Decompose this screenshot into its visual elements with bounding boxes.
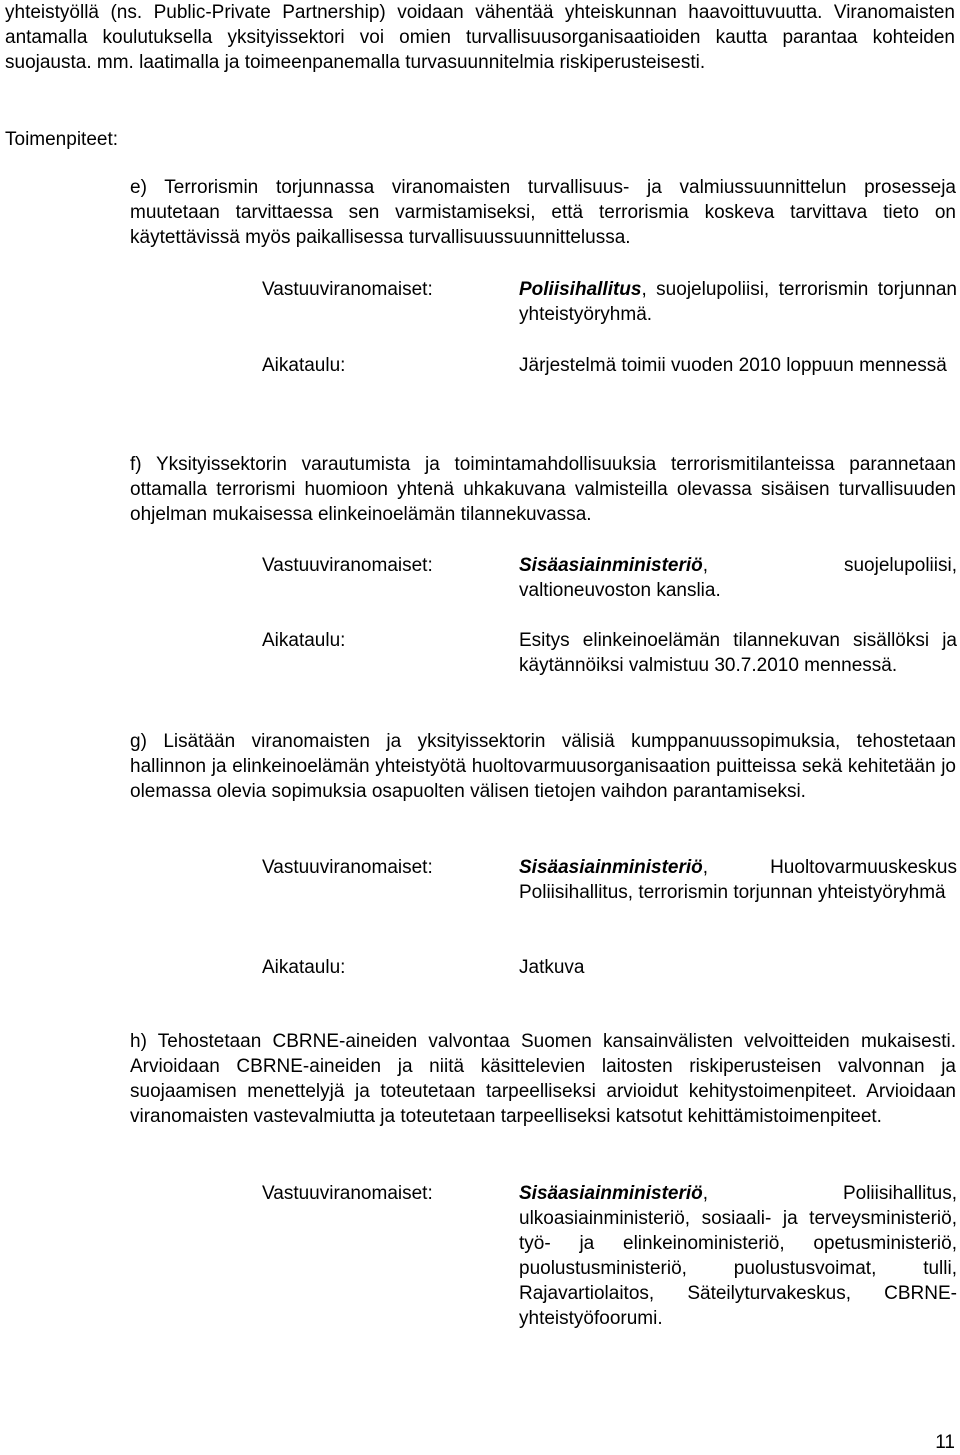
measure-f-text: f) Yksityissektorin varautumista ja toimintamahdollisuuksia terrorismitilanteissa parannetaan ottamalla terrorismi huomioon yhtenä uhkakuvana valmisteilla olevassa sisäisen turvallisuuden ohjelman mukaisessa elinkeinoelämän tilannekuvassa. <box>130 454 956 525</box>
page-number: 11 <box>935 1432 955 1453</box>
measure-h-responsible-value <box>519 1181 957 1331</box>
measure-e-responsible-rest: , suojelupoliisi, terrorismin torjunnan yhteistyöryhmä. <box>519 279 957 325</box>
section-heading: Toimenpiteet: <box>5 129 119 150</box>
measure-h-responsible-lead: Sisäasiainministeriö <box>519 1183 703 1204</box>
measure-f-responsible-rest: , suojelupoliisi, valtioneuvoston kanslia. <box>519 555 957 601</box>
measure-f-responsible-value <box>519 553 957 603</box>
measure-g-responsible-rest: , Huoltovarmuuskeskus Poliisihallitus, terrorismin torjunnan yhteistyöryhmä <box>519 857 957 903</box>
measure-f-schedule-value: Esitys elinkeinoelämän tilannekuvan sisällöksi ja käytännöiksi valmistuu 30.7.2010 mennessä. <box>519 630 957 676</box>
measure-f-schedule-label: Aikataulu: <box>262 630 346 651</box>
measure-h-responsible-rest: , Poliisihallitus, ulkoasiainministeriö, sosiaali- ja terveysministeriö, työ- ja elinkeinoministeriö, opetusministeriö, puolustusministeriö, puolustusvoimat, tulli, Rajavartiolaitos, Säteilyturvakeskus, CBRNE-yhteistyöfoorumi. <box>519 1183 957 1329</box>
measure-g-responsible-lead: Sisäasiainministeriö <box>519 857 703 878</box>
measure-h-responsible-label: Vastuuviranomaiset: <box>262 1183 433 1204</box>
measure-e-responsible-label: Vastuuviranomaiset: <box>262 279 433 300</box>
measure-f-responsible-label: Vastuuviranomaiset: <box>262 555 433 576</box>
measure-g-text: g) Lisätään viranomaisten ja yksityissektorin välisiä kumppanuussopimuksia, tehostetaan hallinnon ja elinkeinoelämän yhteistyötä huoltovarmuusorganisaation puitteissa sekä kehitetään jo olemassa olevia sopimuksia osapuolten välisen tietojen vaihdon parantamiseksi. <box>130 731 956 802</box>
measure-g-responsible-label: Vastuuviranomaiset: <box>262 857 433 878</box>
measure-g-schedule-value: Jatkuva <box>519 957 585 978</box>
intro-paragraph: yhteistyöllä (ns. Public-Private Partnership) voidaan vähentää yhteiskunnan haavoittuvuutta. Viranomaisten antamalla koulutuksella yksityissektori voi omien turvallisuusorganisaatioiden kautta parantaa kohteiden suojausta. mm. laatimalla ja toimeenpanemalla turvasuunnitelmia riskiperusteisesti. <box>5 2 955 73</box>
measure-e-responsible-value <box>519 277 957 327</box>
measure-e-schedule-label: Aikataulu: <box>262 355 346 376</box>
measure-g-responsible-value <box>519 855 957 905</box>
measure-g-schedule-label: Aikataulu: <box>262 957 346 978</box>
measure-f-responsible-lead: Sisäasiainministeriö <box>519 555 703 576</box>
measure-h-text: h) Tehostetaan CBRNE-aineiden valvontaa Suomen kansainvälisten velvoitteiden mukaisesti. Arvioidaan CBRNE-aineiden ja niitä käsittelevien laitosten riskiperusteisen valvonnan ja suojaamisen menettelyjä ja toteutetaan tarpeelliseksi arvioidut kehitystoimenpiteet. Arvioidaan viranomaisten vastevalmiutta ja toteutetaan tarpeelliseksi katsotut kehittämistoimenpiteet. <box>130 1031 956 1127</box>
measure-e-text: e) Terrorismin torjunnassa viranomaisten turvallisuus- ja valmiussuunnittelun prosesseja muutetaan tarvittaessa sen varmistamiseksi, että terrorismia koskeva tarvittava tieto on käytettävissä myös paikallisessa turvallisuussuunnittelussa. <box>130 177 956 248</box>
measure-e-schedule-value: Järjestelmä toimii vuoden 2010 loppuun mennessä <box>519 355 947 376</box>
measure-e-responsible-lead: Poliisihallitus <box>519 279 642 300</box>
